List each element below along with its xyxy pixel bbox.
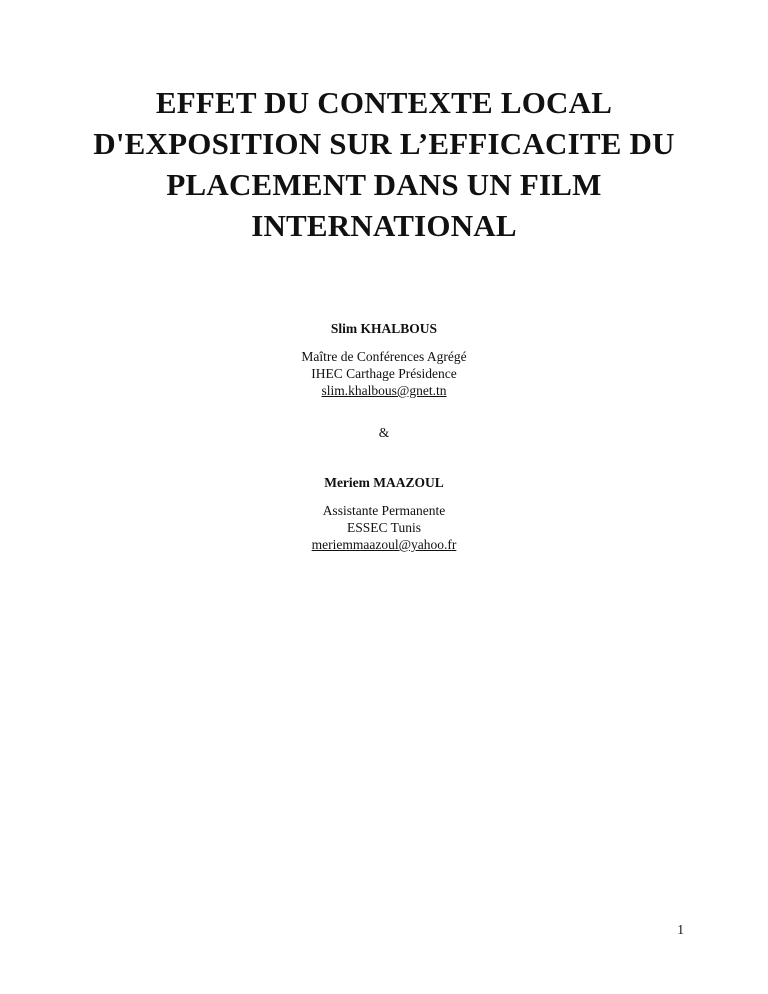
- author-2-affiliation: [0, 502, 768, 553]
- page-number: 1: [677, 922, 684, 937]
- author-1-email-link[interactable]: slim.khalbous@gnet.tn: [321, 383, 447, 398]
- author-separator: &: [378, 425, 390, 440]
- author-1-position: Maître de Conférences Agrégé: [301, 349, 467, 364]
- author-2-name-block: [0, 474, 768, 491]
- author-2-email-link[interactable]: meriemmaazoul@yahoo.fr: [311, 537, 457, 552]
- author-2-name: Meriem MAAZOUL: [324, 475, 444, 490]
- author-1-affiliation: [0, 348, 768, 399]
- author-2-position: Assistante Permanente: [322, 503, 446, 518]
- document-title: [80, 82, 688, 246]
- title-line: INTERNATIONAL: [251, 208, 517, 243]
- title-line: PLACEMENT DANS UN FILM: [166, 167, 602, 202]
- title-line: EFFET DU CONTEXTE LOCAL: [155, 85, 613, 120]
- author-2-institution: ESSEC Tunis: [347, 520, 421, 535]
- author-1-institution: IHEC Carthage Présidence: [311, 366, 457, 381]
- author-1-name-block: [0, 320, 768, 337]
- author-1-name: Slim KHALBOUS: [330, 321, 438, 336]
- title-line: D'EXPOSITION SUR L’EFFICACITE DU: [93, 126, 675, 161]
